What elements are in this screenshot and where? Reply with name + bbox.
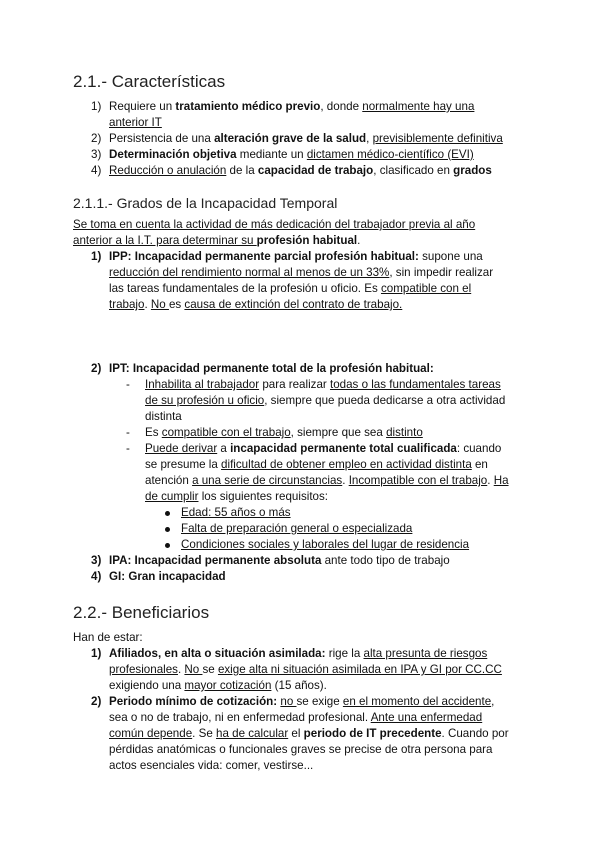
text-run: . Se [192,727,217,740]
text-line [145,441,509,457]
text-run: supone una [418,250,483,263]
text-line [181,505,291,521]
text-run: , [366,132,373,145]
text-run: Han de estar: [73,631,143,644]
list-number: 4) [91,570,102,583]
text-run: previsiblemente definitiva [372,132,503,145]
text-run: dictamen médico-científico (EVI) [306,148,474,161]
list-number: 4) [91,164,102,177]
text-run: . [357,234,361,247]
requisito-item [181,537,469,553]
text-run: Ha [493,474,509,487]
text-run: profesionales [109,663,178,676]
text-line [145,457,509,473]
text-run: anterior IT [109,116,162,129]
text-run: No [184,663,203,676]
text-run: de la [226,164,258,177]
text-run: normalmente hay una [362,100,475,113]
text-line [109,131,503,147]
text-run: alta presunta de riesgos [363,647,488,660]
ipt-dash-item [145,425,423,441]
text-run: alteración grave de la salud [214,132,367,145]
text-line [181,537,469,553]
ipt-dash-item [145,441,509,505]
text-run: rige la [325,647,364,660]
text-run: compatible con el [380,282,472,295]
list-item [109,99,474,131]
text-run: Edad: 55 años o más [181,506,291,519]
text-run: . [342,474,349,487]
text-run: pérdidas anatómicas o funcionales graves se precise de otra persona para [109,743,493,756]
text-run: Condiciones sociales y laborales del lugar de residencia [181,538,470,551]
text-run: es [168,298,185,311]
text-run: sea o no de trabajo, ni en enfermedad profesional. [109,711,371,724]
text-run: Persistencia de una [109,132,215,145]
text-line [109,265,493,281]
text-run: incapacidad permanente total cualificada [230,442,457,455]
ipt-dash-item [145,377,505,425]
text-run: , siempre que sea [290,426,387,439]
text-run: tratamiento médico previo [175,100,321,113]
text-line [109,297,493,313]
text-run: , donde [320,100,363,113]
text-run: reducción del rendimiento normal al menos de un 33% [109,266,390,279]
beneficiario-item [109,646,502,694]
text-run: Falta de preparación general o especializada [181,522,413,535]
text-run: en [471,458,488,471]
list-item [109,163,492,179]
text-run: . Cuando por [441,727,509,740]
intro-paragraph [73,630,143,646]
list-number: 2) [91,695,102,708]
text-run: distinto [386,426,423,439]
text-run: periodo de IT precedente [303,727,442,740]
list-item [109,147,474,163]
text-run: en el momento del accidente [342,695,492,708]
text-line [109,361,434,377]
text-line [109,163,492,179]
text-line [109,115,474,131]
text-run: para realizar [259,378,330,391]
text-run: causa de extinción del contrato de trabajo. [184,298,403,311]
bullet-dot [165,543,170,548]
text-run: atención [145,474,193,487]
text-line [109,147,474,163]
list-number: 1) [91,647,102,660]
ipt-item [109,361,434,377]
text-run: , clasificado en [373,164,454,177]
text-line [109,249,493,265]
text-run: trabajo [109,298,145,311]
ipa-item [109,553,450,569]
text-run: mayor cotización [184,679,272,692]
text-run: Incompatible con el trabajo [348,474,488,487]
text-run: ha de calcular [216,727,289,740]
text-run: de su profesión u oficio [145,394,265,407]
text-line [145,393,505,409]
text-run: Reducción o anulación [109,164,227,177]
text-run: común depende [109,727,193,740]
text-run: profesión habitual [256,234,358,247]
text-run: Es [145,426,162,439]
text-run: los siguientes requisitos: [198,490,329,503]
text-run: Afiliados, en alta o situación asimilada: [109,647,326,660]
text-run: GI: Gran incapacidad [109,570,226,583]
text-line [109,742,509,758]
text-run: (15 años). [271,679,327,692]
text-run: IPA: Incapacidad permanente absoluta [109,554,322,567]
text-run: exigiendo una [109,679,185,692]
text-run: el [288,727,304,740]
text-run: . [177,663,185,676]
text-run: no [280,695,297,708]
text-run: se presume la [145,458,222,471]
text-run: , [491,695,495,708]
dash-bullet: - [126,378,130,391]
list-number: 1) [91,100,102,113]
text-run: anterior a la I.T. para determinar su [73,234,257,247]
text-line [145,473,509,489]
text-line [181,521,412,537]
text-run: Puede derivar [145,442,218,455]
dash-bullet: - [126,426,130,439]
text-run: IPP: Incapacidad permanente parcial profesión habitual: [109,250,419,263]
requisito-item [181,505,291,521]
text-run: , siempre que pueda dedicarse a otra actividad [264,394,506,407]
text-line [109,758,509,774]
heading-caracteristicas: 2.1.- Características [73,72,226,91]
text-run: Inhabilita al trabajador [145,378,260,391]
text-line [109,569,226,585]
list-number: 2) [91,132,102,145]
text-line [109,662,502,678]
text-line [109,726,509,742]
dash-bullet: - [126,442,130,455]
text-run: a [217,442,231,455]
text-run: mediante un [236,148,307,161]
text-run: dificultad de obtener empleo en actividad distinta [221,458,472,471]
text-line [109,710,509,726]
text-run: distinta [145,410,182,423]
text-run: exige alta ni situación asimilada en IPA y GI por CC.CC [217,663,502,676]
text-run: actos esenciales vida: comer, vestirse... [109,759,314,772]
beneficiario-item [109,694,509,774]
list-item [109,131,503,147]
bullet-dot [165,527,170,532]
text-run: todas o las fundamentales tareas [329,378,501,391]
text-run: Periodo mínimo de cotización: [109,695,278,708]
list-number: 3) [91,148,102,161]
text-run: se [202,663,218,676]
text-run: . [487,474,494,487]
heading-grados: 2.1.1.- Grados de la Incapacidad Temporal [73,195,338,211]
text-run: se exige [296,695,343,708]
intro-paragraph [73,217,475,249]
text-line [73,630,143,646]
text-run: Determinación objetiva [109,148,237,161]
text-line [109,553,450,569]
text-run: compatible con el trabajo [161,426,291,439]
text-line [145,409,505,425]
text-run: . [144,298,151,311]
text-run: ante todo tipo de trabajo [321,554,450,567]
text-line [73,233,475,249]
text-run: grados [453,164,492,177]
text-run: Se toma en cuenta la actividad de más dedicación del trabajador previa al año [73,218,476,231]
requisito-item [181,521,412,537]
text-line [145,489,509,505]
text-run: de cumplir [145,490,199,503]
list-number: 3) [91,554,102,567]
text-run: : cuando [456,442,502,455]
heading-beneficiarios: 2.2.- Beneficiarios [73,603,210,622]
text-run: , sin impedir realizar [389,266,494,279]
text-line [109,678,502,694]
list-number: 2) [91,362,102,375]
text-run: Requiere un [109,100,176,113]
text-line [145,425,423,441]
text-run: Ante una enfermedad [370,711,483,724]
bullet-dot [165,511,170,516]
gi-item [109,569,226,585]
text-run: IPT: Incapacidad permanente total de la profesión habitual: [109,362,434,375]
text-run: capacidad de trabajo [257,164,374,177]
text-line [109,646,502,662]
text-run: a una serie de circunstancias [192,474,343,487]
text-line [109,694,509,710]
text-run: No [150,298,169,311]
text-run: las tareas fundamentales de la profesión u oficio. Es [109,282,381,295]
text-line [109,99,474,115]
text-line [73,217,475,233]
ipp-item [109,249,493,313]
list-number: 1) [91,250,102,263]
text-line [145,377,505,393]
text-line [109,281,493,297]
